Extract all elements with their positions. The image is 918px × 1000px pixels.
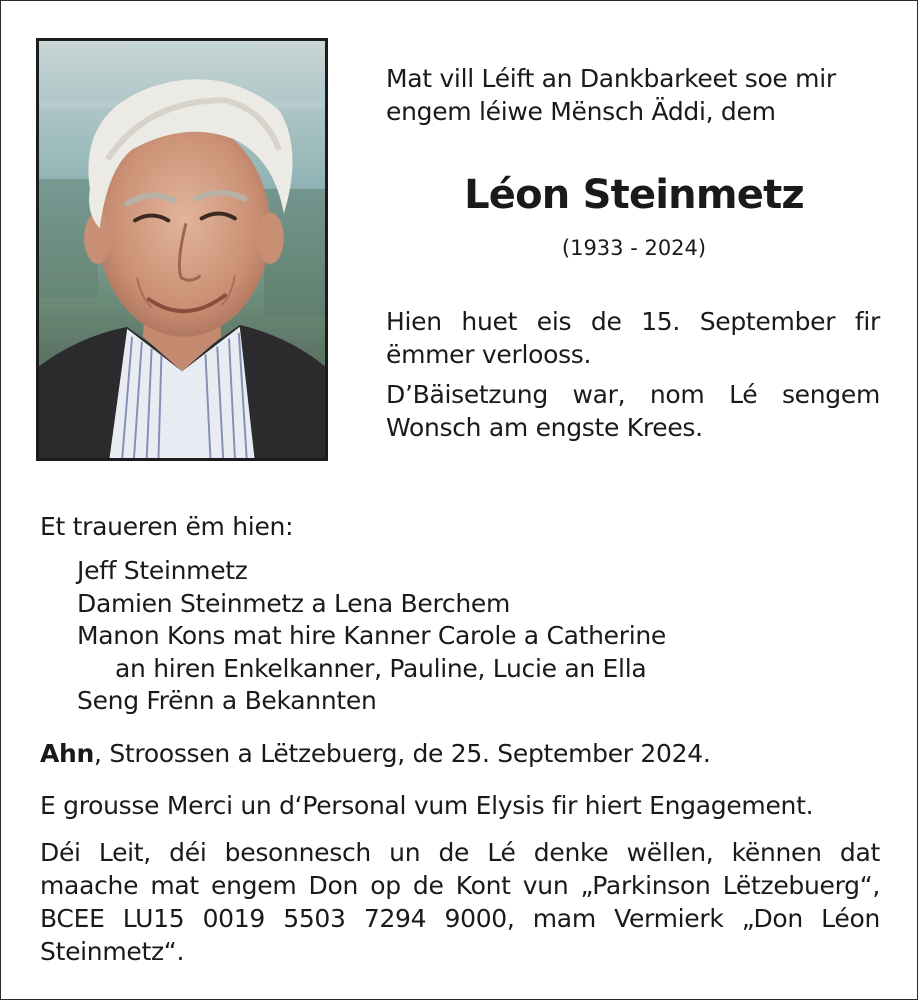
funeral-text (386, 378, 880, 444)
donation-line: BCEE LU15 0019 5503 7294 9000, mam Vermierk „Don Léon (40, 904, 880, 933)
intro-line: engem léiwe Mënsch Äddi, dem (386, 97, 776, 126)
portrait-illustration (39, 41, 325, 458)
place-date (40, 737, 880, 770)
mourner-item: an hiren Enkelkanner, Pauline, Lucie an Ella (115, 653, 647, 683)
place-town: Ahn (40, 739, 95, 768)
mourner-item: Manon Kons mat hire Kanner Carole a Catherine (77, 621, 667, 650)
deceased-name: Léon Steinmetz (464, 172, 804, 218)
mourner-item: Jeff Steinmetz (77, 556, 248, 585)
intro-line: Mat vill Léift an Dankbarkeet soe mir (386, 64, 836, 93)
mourners-list (77, 555, 877, 718)
mourner-item: Damien Steinmetz a Lena Berchem (77, 588, 511, 618)
thanks-text: E grousse Merci un d‘Personal vum Elysis fir hiert Engagement. (40, 791, 814, 820)
portrait-photo (36, 38, 328, 461)
intro-text (386, 62, 882, 128)
passing-line: Hien huet eis de 15. September fir (386, 307, 880, 336)
donation-line: Steinmetz“. (40, 937, 185, 966)
passing-line: ëmmer verlooss. (386, 340, 592, 369)
funeral-line: Wonsch am engste Krees. (386, 413, 703, 442)
passing-text (386, 305, 880, 371)
donation-text (40, 836, 880, 968)
donation-line: maache mat engem Don op de Kont vun „Parkinson Lëtzebuerg“, (40, 871, 880, 900)
donation-line: Déi Leit, déi besonnesch un de Lé denke wëllen, kënnen dat (40, 838, 880, 867)
mourners-heading: Et traueren ëm hien: (40, 512, 294, 541)
place-rest: , Stroossen a Lëtzebuerg, de 25. September 2024. (94, 739, 711, 768)
funeral-line: D’Bäisetzung war, nom Lé sengem (386, 380, 880, 409)
life-years: (1933 - 2024) (561, 236, 707, 260)
mourner-item: Seng Frënn a Bekannten (77, 686, 377, 715)
